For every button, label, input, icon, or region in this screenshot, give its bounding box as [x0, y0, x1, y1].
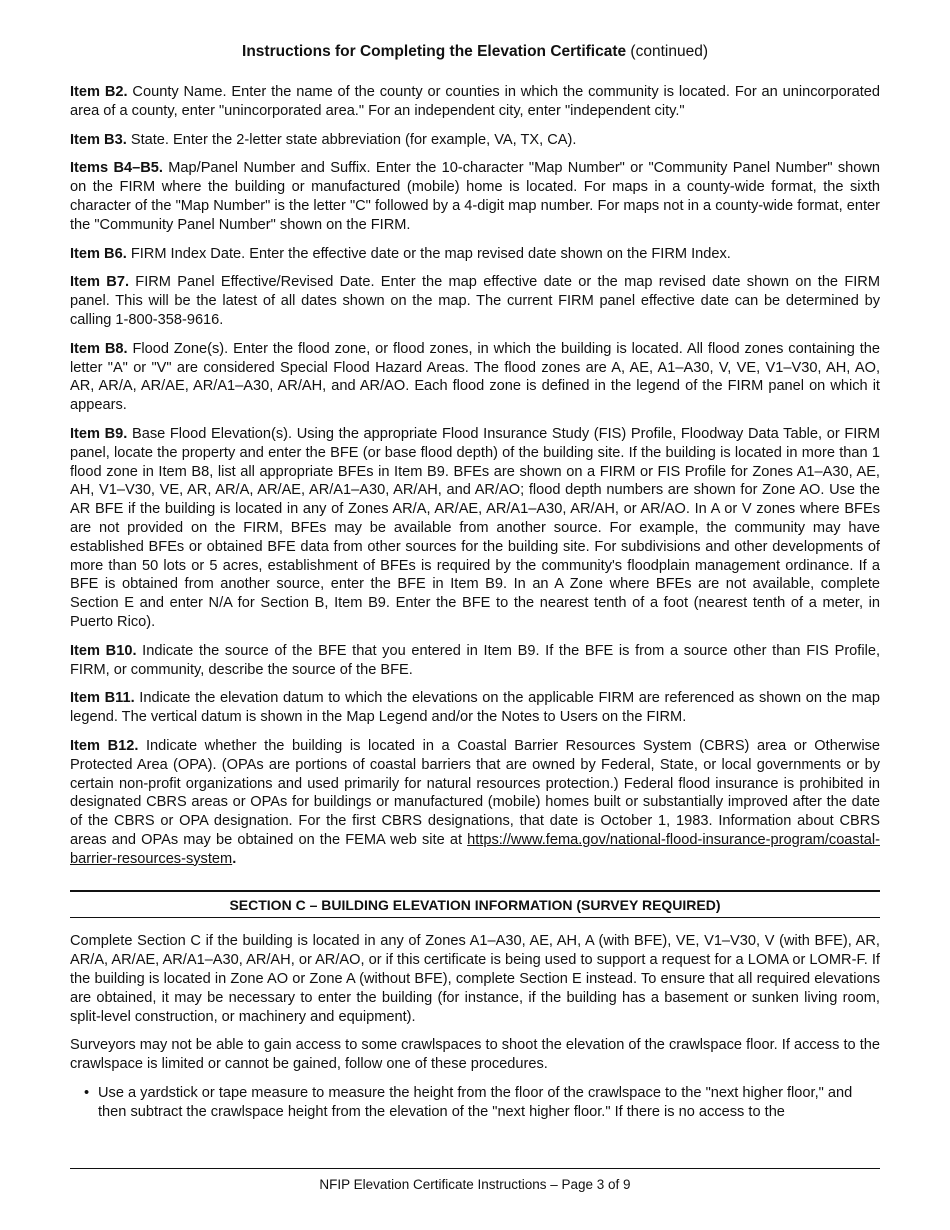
item-text: FIRM Panel Effective/Revised Date. Enter the map effective date or the map revised date shown on the FIRM panel. This will be the latest of all dates shown on the map. The current FIRM panel effective date can be determined by calling 1-800-358-9616. [70, 274, 880, 328]
item-b8 [70, 340, 880, 415]
item-label: Item B11. [70, 690, 135, 707]
footer-divider [70, 1168, 880, 1169]
item-b9 [70, 425, 880, 632]
item-label: Items B4–B5. [70, 160, 163, 177]
item-b2 [70, 83, 880, 121]
items-b4-b5 [70, 159, 880, 234]
item-text: Indicate the source of the BFE that you entered in Item B9. If the BFE is from a source other than FIS Profile, FIRM, or community, describe the source of the BFE. [70, 642, 880, 678]
item-text: County Name. Enter the name of the county or counties in which the community is located. For an unincorporated area of a county, enter "unincorporated area." For an independent city, enter "independent city." [70, 84, 880, 119]
item-b11 [70, 689, 880, 727]
item-b3 [70, 131, 880, 150]
page-title-suffix: (continued) [626, 43, 708, 60]
page-title-main: Instructions for Completing the Elevation Certificate [242, 43, 627, 60]
item-label: Item B7. [70, 274, 130, 291]
item-text: Flood Zone(s). Enter the flood zone, or flood zones, in which the building is located. All flood zones containing the letter "A" or "V" are considered Special Flood Hazard Areas. The flood zones are A, AE, A1–A30, V, VE, V1–V30, AH, AO, AR, AR/A, AR/AE, AR/A1–A30, AR/AH, and AR/AO. Each flood zone is defined in the legend of the FIRM panel on which it appears. [70, 340, 880, 414]
item-label: Item B10. [70, 642, 137, 659]
item-text: Indicate whether the building is located in a Coastal Barrier Resources System (CBRS) area or Otherwise Protected Area (OPA). (OPAs are portions of coastal barriers that are owned by Federal, State, or local governments or by certain non-profit organizations and used primarily for natural resources protection.) Federal flood insurance is prohibited in designated CBRS areas or OPAs for buildings or manufactured (mobile) homes built or substantially improved after the date of the CBRS or OPA designation. For the first CBRS designations, that date is October 1, 1983. Information about CBRS areas and OPAs may be obtained on the FEMA web site at [70, 737, 880, 848]
item-end-period: . [232, 850, 237, 867]
bullet-icon: • [84, 1085, 90, 1102]
item-text: Map/Panel Number and Suffix. Enter the 10-character "Map Number" or "Community Panel Number" shown on the FIRM where the building or manufactured (mobile) home is located. For maps in a county-wide format, the sixth character of the "Map Number" is the letter "C" followed by a 4-digit map number. For maps not in a county-wide format, enter the "Community Panel Number" shown on the FIRM. [70, 160, 881, 233]
section-c-intro: Complete Section C if the building is located in any of Zones A1–A30, AE, AH, A (with BFE), VE, V1–V30, V (with BFE), AR, AR/A, AR/AE, AR/A1–A30, AR/AH, or AR/AO, or if this certificate is being used to support a request for a LOMA or LOMR-F. If the building is located in Zone AO or Zone A (without BFE), complete Section E instead. To ensure that all required elevations are obtained, it may be necessary to enter the building (for instance, if the building has a basement or sunken living room, split-level construction, or machinery and equipment). [70, 933, 880, 1025]
page-title [0, 42, 950, 62]
section-c-heading: SECTION C – BUILDING ELEVATION INFORMATION (SURVEY REQUIRED) [70, 890, 880, 918]
item-label: Item B9. [70, 425, 128, 442]
procedure-list [70, 1084, 880, 1122]
item-text: FIRM Index Date. Enter the effective date or the map revised date shown on the FIRM Index. [126, 245, 731, 262]
item-label: Item B2. [70, 84, 128, 100]
page-footer: NFIP Elevation Certificate Instructions – Page 3 of 9 [319, 1177, 631, 1192]
item-label: Item B8. [70, 340, 128, 357]
item-label: Item B3. [70, 131, 127, 148]
item-b6 [70, 245, 880, 264]
item-b7 [70, 273, 880, 329]
item-b10 [70, 642, 880, 680]
item-label: Item B12. [70, 737, 139, 754]
item-text: Base Flood Elevation(s). Using the appropriate Flood Insurance Study (FIS) Profile, Floodway Data Table, or FIRM panel, locate the property and enter the BFE (or base flood depth) of the building site. If the building is located in more than 1 flood zone in Item B8, list all appropriate BFEs in Item B9. BFEs are shown on a FIRM or FIS Profile for Zones A1–A30, AE, AH, V1–V30, VE, AR, AR/A, AR/AE, AR/A1–A30, AR/AH, and AR/AO; flood depth numbers are shown for Zone AO. Use the AR BFE if the building is located in any of Zones AR/A, AR/AE, AR/A1–A30, AR/AH, or AR/AO. In A or V zones where BFEs are not provided on the FIRM, BFEs may be available from another source. For example, the community may have established BFEs or obtained BFE data from other sources for the building site. For subdivisions and other developments of more than 50 lots or 5 acres, establishment of BFEs is required by the community's floodplain management ordinance. If a BFE is obtained from another source, enter the BFE in Item B9. In an A Zone where BFEs are not available, complete Section E and enter N/A for Section B, Item B9. Enter the BFE to the nearest tenth of a foot (nearest tenth of a meter, in Puerto Rico). [70, 425, 880, 630]
list-item [70, 1084, 880, 1122]
item-text: Indicate the elevation datum to which the elevations on the applicable FIRM are referenced as shown on the map legend. The vertical datum is shown in the Map Legend and/or the Notes to Users on the FIRM. [70, 690, 880, 726]
instructions-body [70, 83, 880, 1122]
item-label: Item B6. [70, 245, 127, 262]
item-text: State. Enter the 2-letter state abbreviation (for example, VA, TX, CA). [126, 131, 577, 148]
cbrs-link[interactable]: https://www.fema.gov/national-flood-insurance-program/coastal-barrier-resources-system [70, 831, 880, 867]
bullet-text: Use a yardstick or tape measure to measure the height from the floor of the crawlspace to the "next higher floor," and then subtract the crawlspace height from the elevation of the "next higher floor." If there is no access to the [98, 1085, 853, 1120]
item-b12 [70, 737, 880, 869]
section-c-crawlspace: Surveyors may not be able to gain access to some crawlspaces to shoot the elevation of the crawlspace floor. If access to the crawlspace is limited or cannot be gained, follow one of these procedures. [70, 1037, 880, 1073]
